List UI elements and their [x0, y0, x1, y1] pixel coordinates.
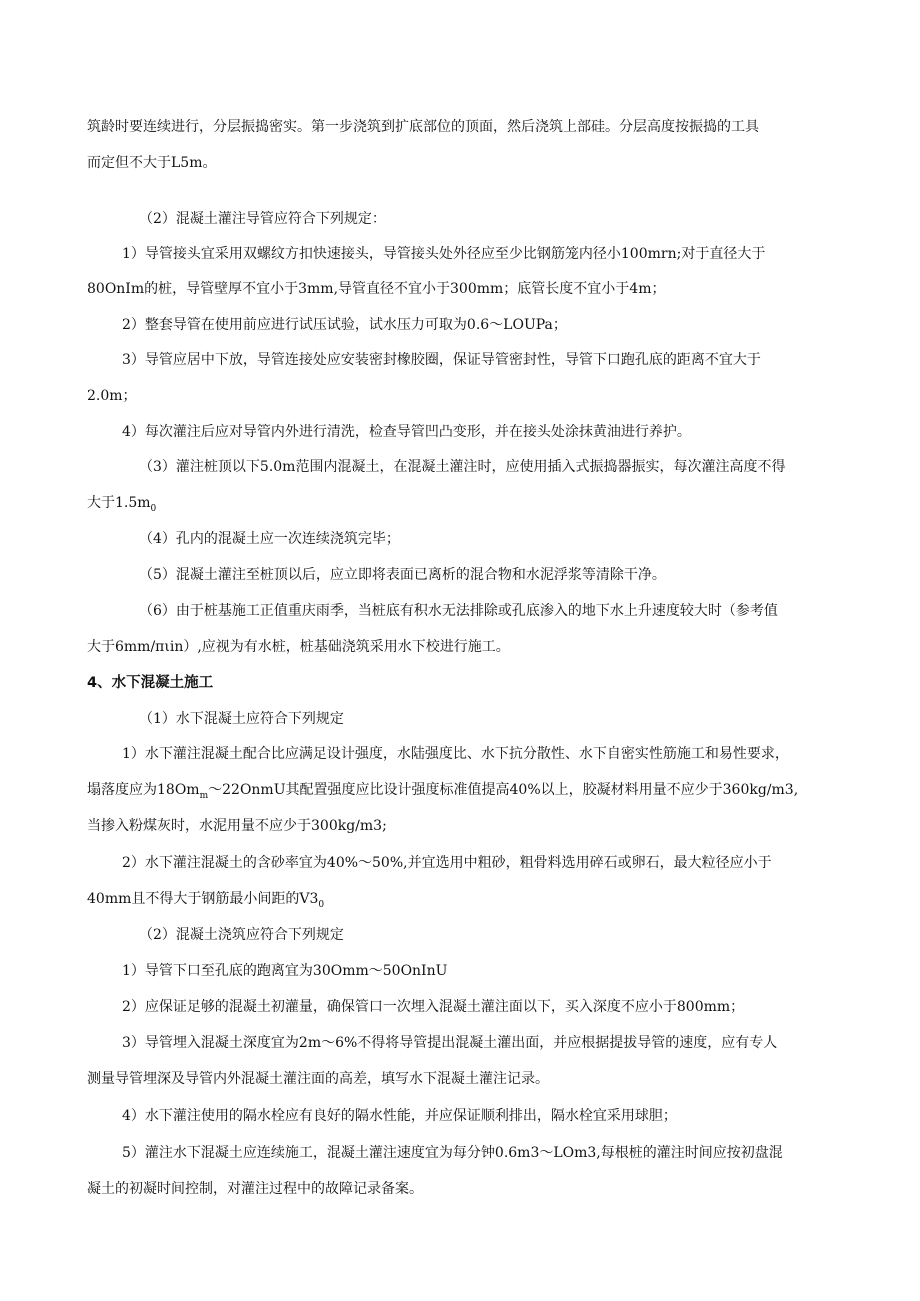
list-item-continuation: 40mm且不得大于钢筋最小间距的$V3_0$ — [87, 891, 325, 910]
section-item-1: （1）水下混凝土应符合下列规定 — [139, 711, 344, 727]
list-item: 5）灌注水下混凝土应连续施工，混凝土灌注速度宜为每分钟0.6m3～LOm3,每根桩的灌注时间应按初盘混 — [122, 1145, 783, 1161]
list-item: 3）导管应居中下放，导管连接处应安装密封橡胶圈，保证导管密封性，导管下口跑孔底的距离不宜大于 — [122, 352, 761, 368]
list-item-continuation: 当掺入粉煤灰时，水泥用量不应少于300kg∕m3; — [87, 818, 387, 834]
list-item-continuation: 80OnIm的桩，导管壁厚不宜小于3mm,导管直径不宜小于300mm；底管长度不宜小于4m； — [87, 281, 666, 297]
section-item-continuation: 大于$1.5m_0$ — [87, 495, 157, 514]
paragraph-line: 筑龄时要连续进行，分层振捣密实。第一步浇筑到扩底部位的顶面，然后浇筑上部硅。分层高度按振捣的工具 — [87, 119, 759, 135]
list-item-continuation: 塌落度应为$18Om_m\sim 22OnmU$其配置强度应比设计强度标准值提高40%以上，胶凝材料用量不应少于360kg∕m3, — [87, 782, 799, 801]
section-item-2: （2）混凝土浇筑应符合下列规定 — [139, 927, 344, 943]
list-item-continuation: 测量导管埋深及导管内外混凝土灌注面的高差，填写水下混凝土灌注记录。 — [87, 1071, 549, 1087]
list-item: 2）整套导管在使用前应进行试压试验，试水压力可取为0.6～LOUPa； — [122, 317, 567, 333]
section-item-continuation: 大于6mm/πιin）,应视为有水桩，桩基础浇筑采用水下校进行施工。 — [87, 639, 510, 655]
list-item: 3）导管埋入混凝土深度宜为2m～6%不得将导管提出混凝土灌出面，并应根据提拔导管的速度，应有专人 — [122, 1035, 778, 1051]
section-item-5: （5）混凝土灌注至桩顶以后，应立即将表面已离析的混合物和水泥浮浆等清除干净。 — [139, 567, 666, 583]
list-item-continuation: 凝土的初凝时间控制，对灌注过程中的故障记录备案。 — [87, 1181, 423, 1197]
list-item: 2）水下灌注混凝土的含砂率宜为40%～50%,并宜选用中粗砂，粗骨料选用碎石或卵石，最大粒径应小于 — [122, 855, 772, 871]
list-item: 1）水下灌注混凝土配合比应满足设计强度，水陆强度比、水下抗分散性、水下自密实性筋施工和易性要求， — [122, 746, 789, 762]
list-item: 2）应保证足够的混凝土初灌量，确保管口一次埋入混凝土灌注面以下，买入深度不应小于800mm； — [122, 999, 745, 1015]
list-item-continuation: 2.0m； — [87, 388, 137, 404]
section-heading: 4、水下混凝土施工 — [87, 675, 214, 691]
list-item: 4）每次灌注后应对导管内外进行清洗，检查导管凹凸变形，并在接头处涂抹黄油进行养护。 — [122, 424, 691, 440]
section-item-4: （4）孔内的混凝土应一次连续浇筑完毕； — [139, 531, 400, 547]
section-item-6: （6）由于桩基施工正值重庆雨季，当桩底有积水无法排除或孔底渗入的地下水上升速度较大时（参考值 — [139, 603, 778, 619]
section-item-2: （2）混凝土灌注导管应符合下列规定： — [139, 211, 386, 227]
list-item: 1）导管下口至孔底的跑离宜为30Omm～50OnInU — [122, 963, 448, 979]
subscript: 0 — [150, 503, 157, 514]
list-item: 1）导管接头宜采用双螺纹方扣快速接头，导管接头处外径应至少比钢筋笼内径小100mrn;对于直径大于 — [122, 246, 766, 262]
subscript: m — [199, 790, 209, 801]
paragraph-line: 而定但不大于L5m。 — [87, 155, 217, 171]
subscript: 0 — [318, 899, 325, 910]
section-item-3: （3）灌注桩顶以下5.0m范围内混凝土，在混凝土灌注时，应使用插入式振捣器振实，每次灌注高度不得 — [139, 459, 786, 475]
list-item: 4）水下灌注使用的隔水栓应有良好的隔水性能，并应保证顺利排出，隔水栓宜采用球胆； — [122, 1108, 677, 1124]
